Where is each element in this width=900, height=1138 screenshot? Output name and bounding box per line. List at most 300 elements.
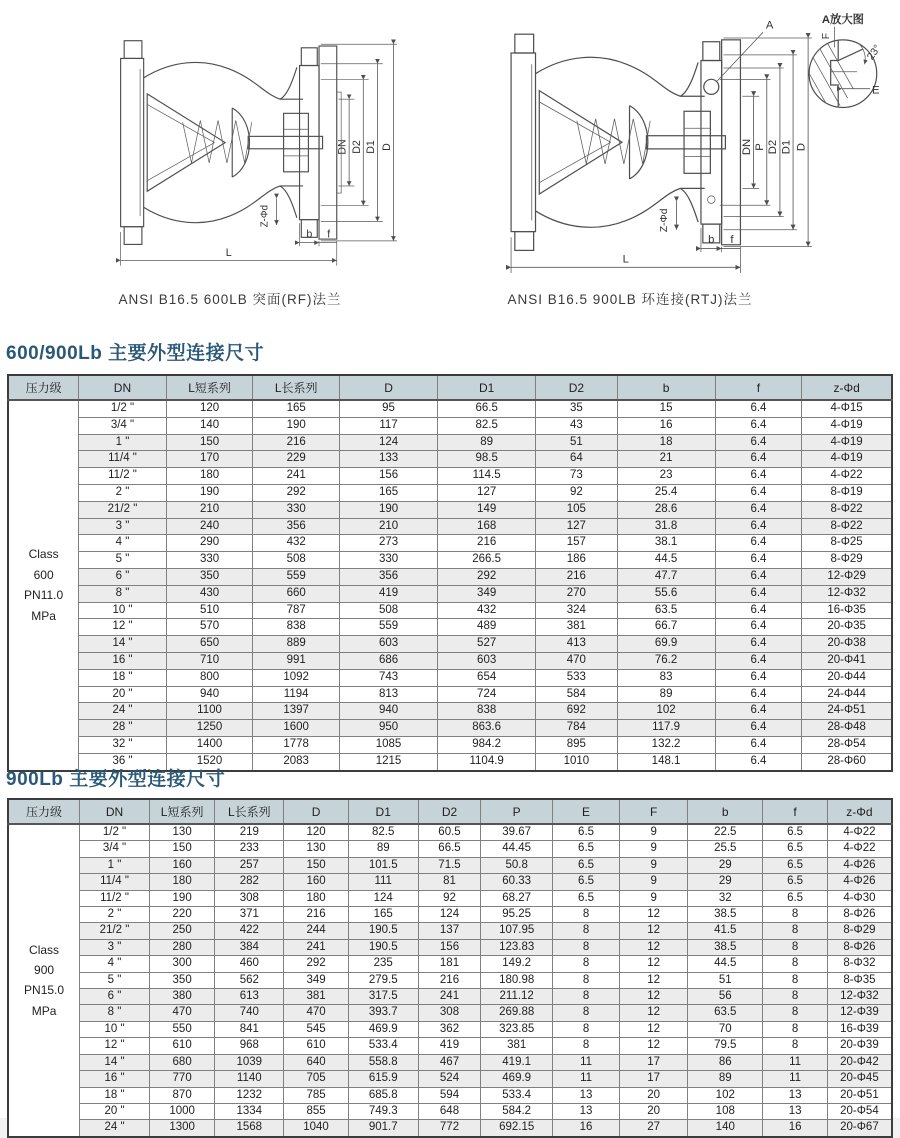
cell: 270 [536,585,617,602]
cell: 73 [536,468,617,485]
cell: 20 " [79,686,167,703]
cell: 66.7 [617,619,715,636]
cell: 413 [536,636,617,653]
table-row [8,417,892,434]
cell: 8 [552,1005,619,1021]
cell: 55.6 [617,585,715,602]
cell: 38.1 [617,535,715,552]
cell: 11/4 " [79,451,167,468]
cell: 28-Φ60 [802,753,892,770]
cell: 20-Φ51 [827,1087,892,1103]
cell: 889 [253,636,340,653]
cell: 4-Φ22 [827,841,892,857]
cell: 570 [166,619,253,636]
cell: 8 [763,1005,828,1021]
cell: 68.27 [481,890,553,906]
cell: 6.5 [552,824,619,841]
cell: 686 [339,652,437,669]
cell: 740 [215,1005,284,1021]
cell: 4-Φ22 [802,468,892,485]
cell: 6.4 [715,686,802,703]
column-header: b [617,375,715,400]
cell: 317.5 [348,989,418,1005]
cell: 9 [620,857,688,873]
cell: 3/4 " [80,841,150,857]
column-header: f [715,375,802,400]
cell: 165 [348,907,418,923]
table-row [8,874,892,890]
cell: 12 " [79,619,167,636]
cell: 8-Φ22 [802,518,892,535]
cell: 25.4 [617,484,715,501]
cell: 241 [418,989,481,1005]
cell: 190 [166,484,253,501]
cell: 160 [149,857,214,873]
cell: 86 [688,1054,763,1070]
cell: 156 [418,939,481,955]
cell: 133 [339,451,437,468]
cell: 6.4 [715,736,802,753]
cell: 8 [763,907,828,923]
cell: 27 [620,1120,688,1137]
cell: 64 [536,451,617,468]
cell: 6.5 [763,890,828,906]
dimensions-table-600-900lb [7,374,893,772]
cell: 1568 [215,1120,284,1137]
cell: 6.4 [715,652,802,669]
cell: 63.5 [617,602,715,619]
table-row [8,939,892,955]
column-header: D2 [418,799,481,824]
cell: 190 [339,501,437,518]
cell: 292 [253,484,340,501]
cell: 6.5 [763,874,828,890]
dimension-lines [511,20,812,273]
dim-label-d: D [795,142,808,152]
cell: 11/2 " [80,890,150,906]
cell: 9 [620,890,688,906]
cell: 11 [763,1054,828,1070]
table-row [8,923,892,939]
detail-view-a [799,12,884,115]
dim-label-d: D [380,143,393,151]
cell: 559 [253,568,340,585]
cell: 4 " [79,535,167,552]
cell: 8 [763,956,828,972]
column-header: P [481,799,553,824]
detail-label-angle: 23° [865,43,884,63]
column-header: D [284,799,349,824]
cell: 5 " [80,972,150,988]
cell: 66.5 [438,400,536,417]
cell: 233 [215,841,284,857]
spring [183,120,252,163]
table-row [8,1054,892,1070]
valve-diagram-600lb-rf [48,14,420,280]
cell: 393.7 [348,1005,418,1021]
cell: 114.5 [438,468,536,485]
cell: 1215 [339,753,437,770]
cell: 127 [536,518,617,535]
cell: 8-Φ26 [827,939,892,955]
cell: 613 [215,989,284,1005]
cell: 6.4 [715,602,802,619]
cell: 17 [620,1054,688,1070]
cell: 44.5 [688,956,763,972]
cell: 8 [552,923,619,939]
column-header: D1 [348,799,418,824]
cell: 89 [688,1071,763,1087]
cell: 489 [438,619,536,636]
cell: 140 [688,1120,763,1137]
column-header: b [688,799,763,824]
cell: 35 [536,400,617,417]
cell: 558.8 [348,1054,418,1070]
cell: 1100 [166,703,253,720]
cell: 1140 [215,1071,284,1087]
cell: 772 [418,1120,481,1137]
spring [577,119,650,164]
cell: 117 [339,417,437,434]
cell: 92 [418,890,481,906]
column-header: E [552,799,619,824]
cell: 20-Φ54 [827,1103,892,1119]
cell: 157 [536,535,617,552]
cell: 216 [418,972,481,988]
column-header: D1 [438,375,536,400]
cell: 1600 [253,720,340,737]
cell: 6 " [79,568,167,585]
cell: 841 [215,1021,284,1037]
cell: 615.9 [348,1071,418,1087]
cell: 692 [536,703,617,720]
cell: 123.83 [481,939,553,955]
cell: 350 [166,568,253,585]
cell: 102 [617,703,715,720]
cell: 124 [339,434,437,451]
cell: 108 [688,1103,763,1119]
cell: 380 [149,989,214,1005]
cell: 24-Φ51 [802,703,892,720]
cell: 4 " [80,956,150,972]
cell: 269.88 [481,1005,553,1021]
cell: 1040 [284,1120,349,1137]
cell: 23 [617,468,715,485]
cell: 8 [763,972,828,988]
cell: 6.5 [763,824,828,841]
cell: 107.95 [481,923,553,939]
cell: 550 [149,1021,214,1037]
cell: 266.5 [438,552,536,569]
cell: 89 [348,841,418,857]
cell: 20-Φ41 [802,652,892,669]
table-row [8,989,892,1005]
cell: 901.7 [348,1120,418,1137]
cell: 18 " [80,1087,150,1103]
cell: 2 " [80,907,150,923]
cell: 6.5 [763,857,828,873]
cell: 66.5 [418,841,481,857]
cell: 527 [438,636,536,653]
cell: 1194 [253,686,340,703]
cell: 18 [617,434,715,451]
cell: 863.6 [438,720,536,737]
cell: 70 [688,1021,763,1037]
cell: 60.5 [418,824,481,841]
cell: 20-Φ39 [827,1038,892,1054]
valve-body [511,34,740,250]
column-header: f [763,799,828,824]
cell: 330 [166,552,253,569]
cell: 8-Φ32 [827,956,892,972]
cell: 533.4 [481,1087,553,1103]
detail-label-f: F [820,32,832,40]
header-row [8,799,892,824]
cell: 16-Φ35 [802,602,892,619]
cell: 20-Φ42 [827,1054,892,1070]
column-header: z-Φd [827,799,892,824]
cell: 724 [438,686,536,703]
cell: 603 [339,636,437,653]
cell: 12 [620,1005,688,1021]
dim-label-f: f [327,228,331,241]
cell: 895 [536,736,617,753]
cell: 12 [620,907,688,923]
cell: 419.1 [481,1054,553,1070]
cell: 300 [149,956,214,972]
cell: 308 [418,1005,481,1021]
cell: 4-Φ22 [827,824,892,841]
cell: 3 " [80,939,150,955]
cell: 44.5 [617,552,715,569]
cell: 149.2 [481,956,553,972]
cell: 6.4 [715,434,802,451]
cell: 323.85 [481,1021,553,1037]
cell: 1250 [166,720,253,737]
cell: 1334 [215,1103,284,1119]
dim-label-dn: DN [336,139,349,155]
cell: 95 [339,400,437,417]
cell: 38.5 [688,907,763,923]
cell: 8 [552,989,619,1005]
cell: 991 [253,652,340,669]
table-row [8,568,892,585]
table-row [8,652,892,669]
cell: 6.5 [552,857,619,873]
cell: 105 [536,501,617,518]
table-row [8,669,892,686]
cell: 584.2 [481,1103,553,1119]
cell: 6.4 [715,484,802,501]
dim-label-f: f [730,233,734,246]
cell: 220 [149,907,214,923]
cell: 6.4 [715,720,802,737]
cell: 22.5 [688,824,763,841]
cell: 559 [339,619,437,636]
bolt-hole-a [704,79,719,94]
cell: 180 [284,890,349,906]
header-row [8,375,892,400]
table-row [8,1120,892,1137]
cell: 60.33 [481,874,553,890]
section-title-600-900lb: 600/900Lb 主要外型连接尺寸 [6,343,265,364]
cell: 324 [536,602,617,619]
cell: 13 [763,1087,828,1103]
cell: 432 [253,535,340,552]
cell: 940 [339,703,437,720]
cell: 31.8 [617,518,715,535]
cell: 710 [166,652,253,669]
cell: 98.5 [438,451,536,468]
cell: 292 [438,568,536,585]
cell: 17 [620,1071,688,1087]
cell: 467 [418,1054,481,1070]
cell: 6.4 [715,468,802,485]
cell: 870 [149,1087,214,1103]
cell: 292 [284,956,349,972]
cell: 12 [620,939,688,955]
cell: 11 [552,1054,619,1070]
cell: 603 [438,652,536,669]
cell: 43 [536,417,617,434]
cell: 15 [617,400,715,417]
cell: 216 [253,434,340,451]
cell: 4-Φ26 [827,874,892,890]
cell: 137 [418,923,481,939]
cell: 8 [552,907,619,923]
cell: 6.5 [552,841,619,857]
cell: 149 [438,501,536,518]
cell: 8 [552,939,619,955]
cell: 6.4 [715,753,802,770]
cell: 16-Φ39 [827,1021,892,1037]
cell: 430 [166,585,253,602]
cell: 71.5 [418,857,481,873]
cell: 244 [284,923,349,939]
cell: 150 [284,857,349,873]
column-header: L短系列 [166,375,253,400]
table-row [8,1087,892,1103]
column-header: DN [80,799,150,824]
cell: 381 [284,989,349,1005]
dim-label-b: b [306,228,313,241]
cell: 16 [763,1120,828,1137]
cell: 124 [418,907,481,923]
cell: 11/4 " [80,874,150,890]
cell: 1104.9 [438,753,536,770]
cell: 190 [253,417,340,434]
cell: 787 [253,602,340,619]
cell: 12 [620,989,688,1005]
cell: 76.2 [617,652,715,669]
detail-callout-a: A [765,19,774,32]
cell: 384 [215,939,284,955]
cell: 18 " [79,669,167,686]
cell: 210 [166,501,253,518]
cell: 150 [166,434,253,451]
cell: 330 [253,501,340,518]
cell: 6.5 [552,874,619,890]
cell: 1/2 " [80,824,150,841]
cell: 63.5 [688,1005,763,1021]
pressure-class-cell: Class 600 PN11.0 MPa [8,400,79,771]
pressure-class-header: 压力级 [8,799,80,824]
cell: 6.4 [715,417,802,434]
diagram-section [0,0,900,312]
cell: 8 " [79,585,167,602]
table-row [8,907,892,923]
cell: 20 [620,1103,688,1119]
cell: 12-Φ32 [802,585,892,602]
cell: 4-Φ19 [802,417,892,434]
table-row [8,736,892,753]
column-header: DN [79,375,167,400]
dim-label-d2: D2 [350,140,363,154]
cell: 356 [339,568,437,585]
cell: 148.1 [617,753,715,770]
cell: 140 [166,417,253,434]
cell: 1039 [215,1054,284,1070]
dim-label-p: P [754,143,766,151]
cell: 12 [620,1021,688,1037]
cell: 102 [688,1087,763,1103]
cell: 6.5 [763,841,828,857]
cell: 216 [438,535,536,552]
cell: 6.4 [715,535,802,552]
cell: 5 " [79,552,167,569]
cell: 470 [284,1005,349,1021]
cell: 8-Φ29 [827,923,892,939]
cell: 1 " [80,857,150,873]
cell: 130 [149,824,214,841]
table-row [8,703,892,720]
dim-label-dn: DN [740,138,753,156]
cell: 16 " [80,1071,150,1087]
cell: 12-Φ32 [827,989,892,1005]
table-row [8,484,892,501]
pressure-class-cell: Class 900 PN15.0 MPa [8,824,80,1137]
cell: 8 [552,1038,619,1054]
cell: 1/2 " [79,400,167,417]
cell: 79.5 [688,1038,763,1054]
cell: 8-Φ35 [827,972,892,988]
cell: 156 [339,468,437,485]
table-row [8,636,892,653]
cell: 8 [552,956,619,972]
cell: 10 " [80,1021,150,1037]
valve-internals [147,94,322,191]
cell: 32 " [79,736,167,753]
cell: 784 [536,720,617,737]
cell: 39.67 [481,824,553,841]
table-row [8,1071,892,1087]
cell: 20-Φ45 [827,1071,892,1087]
column-header: z-Φd [802,375,892,400]
cell: 3/4 " [79,417,167,434]
cell: 308 [215,890,284,906]
cell: 419 [339,585,437,602]
valve-diagram-900lb-rtj [438,6,900,288]
cell: 770 [149,1071,214,1087]
cell: 12 [620,1038,688,1054]
dimension-lines [121,44,397,265]
cell: 356 [253,518,340,535]
table-row [8,1103,892,1119]
cell: 160 [284,874,349,890]
cell: 9 [620,841,688,857]
dim-label-d1: D1 [780,139,793,155]
cell: 180 [166,468,253,485]
